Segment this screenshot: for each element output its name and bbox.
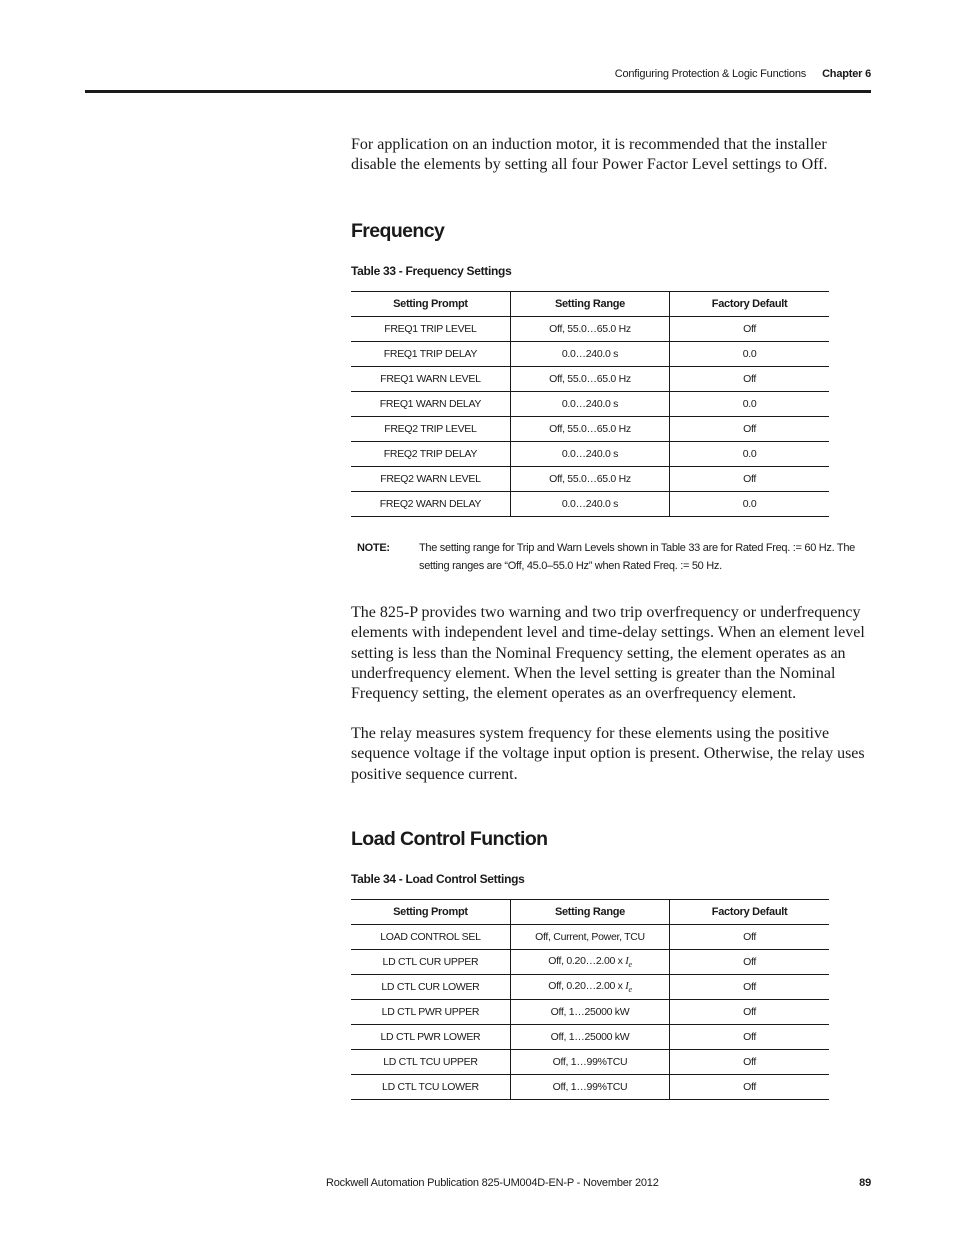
header-chapter: Chapter 6: [822, 68, 871, 80]
setting-range-cell: [510, 950, 669, 975]
table-row: [351, 950, 829, 975]
setting-prompt-cell: FREQ2 TRIP DELAY: [351, 442, 510, 467]
factory-default-cell: Off: [670, 417, 829, 442]
setting-prompt-cell: LD CTL PWR LOWER: [351, 1025, 510, 1050]
setting-range-cell: Off, 1…25000 kW: [510, 1025, 669, 1050]
frequency-paragraph-2: The relay measures system frequency for these elements using the positive sequence voltage if the voltage input option is present. Otherwise, the relay uses positive sequence current.: [351, 725, 865, 783]
setting-range-cell: Off, 1…25000 kW: [510, 1000, 669, 1025]
factory-default-cell: Off: [670, 975, 829, 1000]
setting-prompt-cell: FREQ2 WARN LEVEL: [351, 467, 510, 492]
table-row: [351, 392, 829, 417]
setting-range-cell: Off, 55.0…65.0 Hz: [510, 317, 669, 342]
setting-prompt-cell: FREQ2 TRIP LEVEL: [351, 417, 510, 442]
setting-range-text: Off, 0.20…2.00 x: [548, 954, 626, 967]
setting-range-cell: Off, Current, Power, TCU: [510, 925, 669, 950]
header-text: [615, 68, 871, 80]
table-row: [351, 367, 829, 392]
setting-prompt-cell: LOAD CONTROL SEL: [351, 925, 510, 950]
table-33-caption: Table 33 - Frequency Settings: [351, 264, 512, 278]
factory-default-cell: Off: [670, 1075, 829, 1100]
factory-default-cell: 0.0: [670, 442, 829, 467]
setting-prompt-cell: FREQ1 TRIP DELAY: [351, 342, 510, 367]
ie-base: I: [625, 955, 629, 967]
column-header-setting-range: Setting Range: [510, 900, 669, 925]
setting-range-cell: Off, 55.0…65.0 Hz: [510, 417, 669, 442]
load-control-settings-table: [351, 899, 829, 1100]
page-header: [85, 64, 871, 93]
column-header-setting-prompt: Setting Prompt: [351, 292, 510, 317]
factory-default-cell: Off: [670, 467, 829, 492]
publication-info: Rockwell Automation Publication 825-UM004D-EN-P - November 2012: [326, 1177, 659, 1189]
setting-prompt-cell: FREQ1 WARN LEVEL: [351, 367, 510, 392]
ie-subscript: e: [628, 985, 632, 995]
note-label: NOTE:: [357, 542, 390, 554]
factory-default-cell: Off: [670, 1000, 829, 1025]
setting-prompt-cell: FREQ1 WARN DELAY: [351, 392, 510, 417]
factory-default-cell: Off: [670, 1025, 829, 1050]
ie-symbol: [625, 980, 632, 995]
page-number: 89: [859, 1177, 871, 1189]
setting-prompt-cell: LD CTL TCU UPPER: [351, 1050, 510, 1075]
column-header-setting-range: Setting Range: [510, 292, 669, 317]
setting-range-cell: 0.0…240.0 s: [510, 392, 669, 417]
column-header-setting-prompt: Setting Prompt: [351, 900, 510, 925]
ie-subscript: e: [628, 960, 632, 970]
table-row: [351, 1000, 829, 1025]
frequency-heading: Frequency: [351, 220, 445, 242]
factory-default-cell: Off: [670, 317, 829, 342]
factory-default-cell: 0.0: [670, 492, 829, 517]
setting-range-cell: [510, 975, 669, 1000]
table-header-row: [351, 292, 829, 317]
table-row: [351, 1075, 829, 1100]
frequency-settings-table: [351, 291, 829, 517]
setting-prompt-cell: LD CTL CUR LOWER: [351, 975, 510, 1000]
factory-default-cell: 0.0: [670, 392, 829, 417]
load-control-heading: Load Control Function: [351, 828, 548, 850]
setting-prompt-cell: LD CTL PWR UPPER: [351, 1000, 510, 1025]
table-34-caption: Table 34 - Load Control Settings: [351, 872, 525, 886]
table-row: [351, 925, 829, 950]
factory-default-cell: Off: [670, 925, 829, 950]
table-row: [351, 317, 829, 342]
setting-range-cell: Off, 55.0…65.0 Hz: [510, 367, 669, 392]
setting-prompt-cell: LD CTL CUR UPPER: [351, 950, 510, 975]
table-row: [351, 1025, 829, 1050]
factory-default-cell: Off: [670, 1050, 829, 1075]
table-row: [351, 492, 829, 517]
column-header-factory-default: Factory Default: [670, 292, 829, 317]
table-row: [351, 1050, 829, 1075]
note-text: The setting range for Trip and Warn Levels shown in Table 33 are for Rated Freq. := 60 Hz. The setting ranges are “Off, 45.0–55.0 Hz” when Rated Freq. := 50 Hz.: [419, 542, 855, 572]
frequency-paragraph-1: The 825-P provides two warning and two trip overfrequency or underfrequency elements with independent level and time-delay settings. When an element level setting is less than the Nominal Frequency setting, the element operates as an underfrequency element. When the level setting is greater than the Nominal Frequency setting, the element operates as an overfrequency element.: [351, 604, 865, 703]
ie-symbol: [625, 955, 632, 970]
table-row: [351, 417, 829, 442]
setting-range-cell: 0.0…240.0 s: [510, 492, 669, 517]
factory-default-cell: Off: [670, 367, 829, 392]
table-row: [351, 975, 829, 1000]
setting-range-cell: 0.0…240.0 s: [510, 442, 669, 467]
table-header-row: [351, 900, 829, 925]
header-section-title: Configuring Protection & Logic Functions: [614, 68, 807, 80]
setting-range-cell: Off, 1…99%TCU: [510, 1075, 669, 1100]
factory-default-cell: Off: [670, 950, 829, 975]
intro-paragraph: For application on an induction motor, it is recommended that the installer disable the elements by setting all four Power Factor Level settings to Off.: [351, 136, 828, 174]
setting-prompt-cell: FREQ1 TRIP LEVEL: [351, 317, 510, 342]
table-row: [351, 467, 829, 492]
setting-range-text: Off, 0.20…2.00 x: [548, 979, 626, 992]
setting-prompt-cell: LD CTL TCU LOWER: [351, 1075, 510, 1100]
column-header-factory-default: Factory Default: [670, 900, 829, 925]
factory-default-cell: 0.0: [670, 342, 829, 367]
setting-prompt-cell: FREQ2 WARN DELAY: [351, 492, 510, 517]
setting-range-cell: 0.0…240.0 s: [510, 342, 669, 367]
setting-range-cell: Off, 1…99%TCU: [510, 1050, 669, 1075]
table-row: [351, 442, 829, 467]
setting-range-cell: Off, 55.0…65.0 Hz: [510, 467, 669, 492]
table-row: [351, 342, 829, 367]
ie-base: I: [625, 980, 629, 992]
